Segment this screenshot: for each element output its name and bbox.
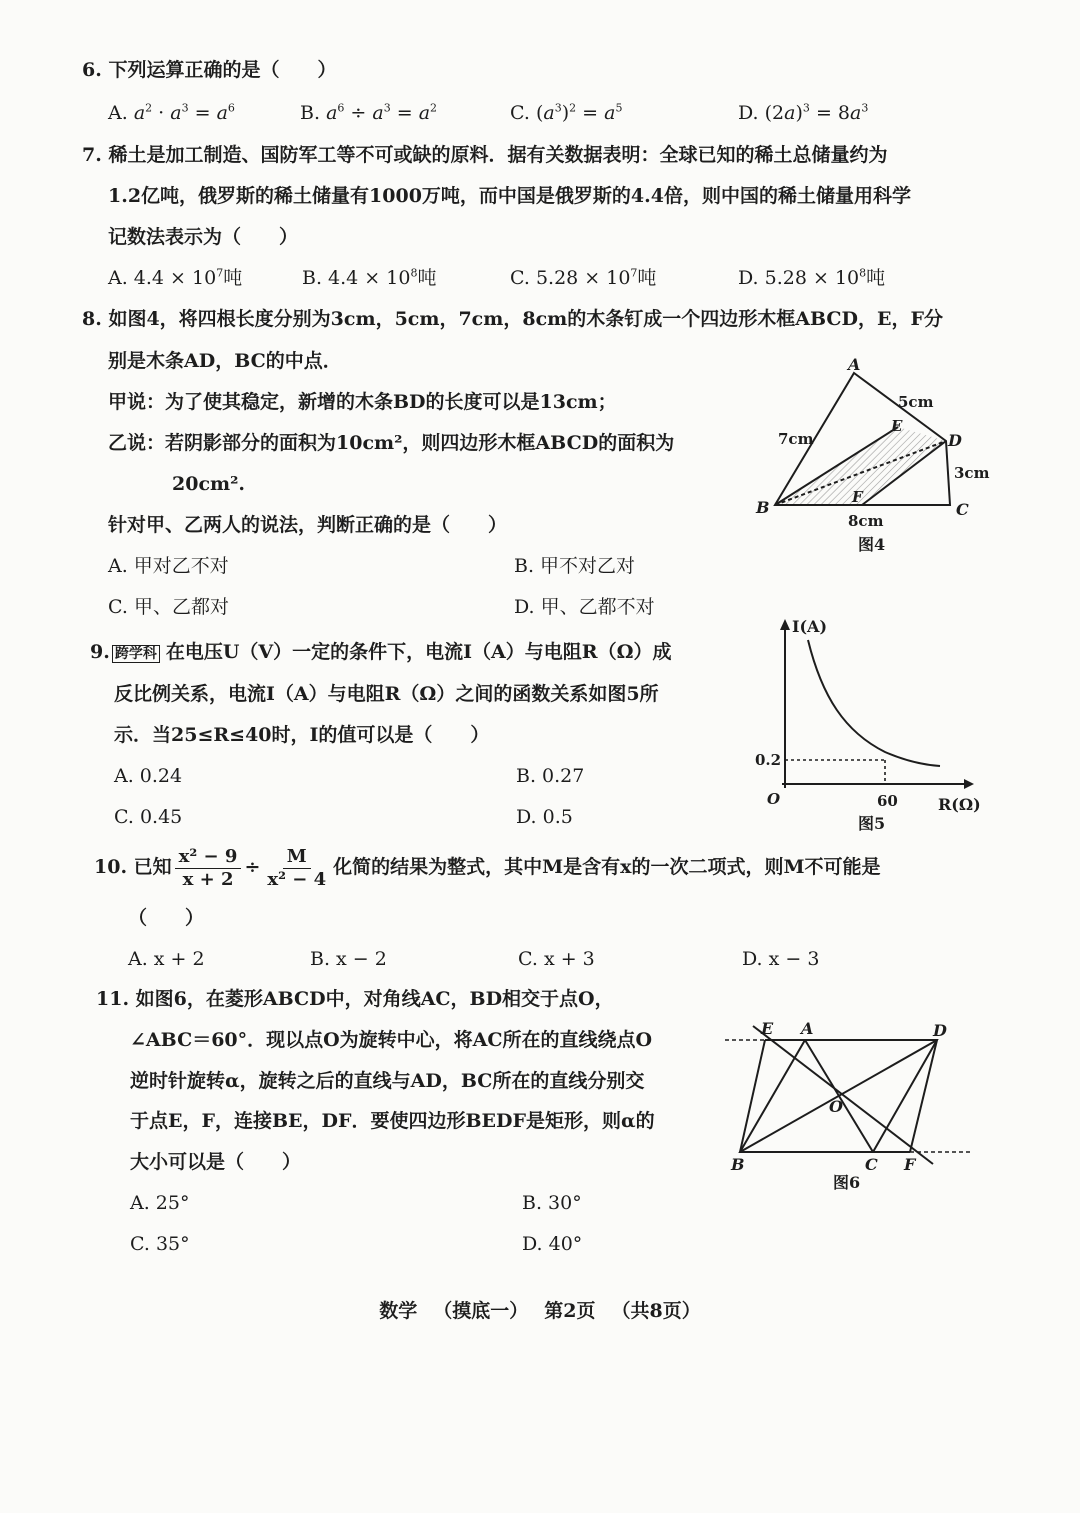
q11-option-c: C. 35° xyxy=(130,1233,190,1255)
q11-option-a: A. 25° xyxy=(130,1192,190,1214)
q11-line-5: 大小可以是（ ） xyxy=(130,1151,302,1173)
interdisciplinary-tag: 跨学科 xyxy=(112,645,160,663)
label-e: E xyxy=(761,1019,774,1038)
q8-option-d: D. 甲、乙都不对 xyxy=(514,596,655,618)
q9-line-3: 示．当25≤R≤40时，I的值可以是（ ） xyxy=(114,724,490,746)
label-d: D xyxy=(948,431,962,450)
q8-option-c: C. 甲、乙都对 xyxy=(108,596,229,618)
q6-option-d: D. $(2a)^3 = 8a^3$ xyxy=(738,101,869,124)
segment-be xyxy=(740,1040,765,1152)
q8-option-b: B. 甲不对乙对 xyxy=(514,555,636,577)
label-o: O xyxy=(829,1097,843,1116)
y-axis-label: I(A) xyxy=(792,617,828,636)
q7-option-c: C. $5.28 \times 10^7$吨 xyxy=(510,266,657,289)
q8-judge: 针对甲、乙两人的说法，判断正确的是（ ） xyxy=(108,514,508,536)
footer-page: 第2页 xyxy=(544,1300,596,1322)
label-a: A xyxy=(801,1019,814,1038)
q9-option-c: C. 0.45 xyxy=(114,806,183,828)
label-b: B xyxy=(731,1155,745,1174)
figure-5 xyxy=(750,612,995,837)
q10-option-d: D. x − 3 xyxy=(742,948,820,970)
q7-option-d: D. $5.28 \times 10^8$吨 xyxy=(738,266,886,289)
q10-paren: （ ） xyxy=(128,907,205,929)
figure-6-caption: 图6 xyxy=(833,1173,861,1192)
label-e: E xyxy=(891,417,903,435)
label-f: F xyxy=(904,1155,916,1174)
x-tick-label: 60 xyxy=(877,792,898,810)
q10-line-1: 10. 已知 $\frac{\text{x² − 9}}{x + 2}$ ÷ $\frac{M}{\text{x² − 4}}$ 化简的结果为整式，其中M是含有x的一次二项式，则M不可能是 xyxy=(94,845,881,890)
figure-4 xyxy=(748,358,998,558)
segment-df xyxy=(910,1040,937,1152)
q9-line-2: 反比例关系，电流I（A）与电阻R（Ω）之间的函数关系如图5所 xyxy=(114,683,659,705)
footer-total: （共8页） xyxy=(611,1300,701,1322)
figure-4-caption: 图4 xyxy=(858,535,886,554)
inverse-curve xyxy=(808,640,940,766)
diagonal-bd xyxy=(740,1040,937,1152)
q7-line-3: 记数法表示为（ ） xyxy=(108,226,299,248)
label-c: C xyxy=(956,500,969,519)
q6-option-a: A. $a^2 \cdot a^3 = a^6$ xyxy=(108,101,235,124)
length-ab: 7cm xyxy=(778,430,814,448)
q10-option-b: B. x − 2 xyxy=(310,948,387,970)
y-axis-arrow xyxy=(780,619,790,630)
q8-line-1: 8. 如图4，将四根长度分别为3cm，5cm，7cm，8cm的木条钉成一个四边形木框ABCD，E，F分 xyxy=(82,308,943,330)
label-d: D xyxy=(933,1021,947,1040)
footer-subject: 数学 xyxy=(379,1300,418,1322)
q6-option-c: C. $(a^3)^2 = a^5$ xyxy=(510,101,623,124)
x-axis-label: R(Ω) xyxy=(938,795,981,814)
label-c: C xyxy=(865,1155,878,1174)
q7-option-a: A. $4.4 \times 10^7$吨 xyxy=(108,266,243,289)
page-footer xyxy=(0,1296,1080,1323)
q11-line-1: 11. 如图6，在菱形ABCD中，对角线AC，BD相交于点O， xyxy=(96,988,614,1010)
label-f: F xyxy=(852,488,863,506)
q7-line-2: 1.2亿吨，俄罗斯的稀土储量有1000万吨，而中国是俄罗斯的4.4倍，则中国的稀土储量用科学 xyxy=(108,185,911,207)
figure-6 xyxy=(715,1012,980,1197)
origin-label: O xyxy=(767,790,781,808)
q8-line-2: 别是木条AD，BC的中点． xyxy=(108,350,342,372)
q11-option-d: D. 40° xyxy=(522,1233,583,1255)
q9-option-a: A. 0.24 xyxy=(114,765,183,787)
q6-option-b: B. $a^6 \div a^3 = a^2$ xyxy=(300,101,438,124)
q11-option-b: B. 30° xyxy=(522,1192,582,1214)
q10-option-c: C. x + 3 xyxy=(518,948,595,970)
q9-option-d: D. 0.5 xyxy=(516,806,573,828)
q8-yi-statement: 乙说：若阴影部分的面积为10cm²，则四边形木框ABCD的面积为 xyxy=(108,432,675,454)
q9-line-1: 9. 跨学科 在电压U（V）一定的条件下，电流I（A）与电阻R（Ω）成 xyxy=(90,641,672,663)
q7-line-1: 7. 稀土是加工制造、国防军工等不可或缺的原料．据有关数据表明：全球已知的稀土总储量约为 xyxy=(82,144,888,166)
figure-5-caption: 图5 xyxy=(858,814,886,833)
q8-jia-statement: 甲说：为了使其稳定，新增的木条BD的长度可以是13cm； xyxy=(108,391,617,413)
label-a: A xyxy=(848,358,861,374)
x-axis-arrow xyxy=(964,779,974,789)
q9-option-b: B. 0.27 xyxy=(516,765,585,787)
length-ad: 5cm xyxy=(898,393,934,411)
q8-option-a: A. 甲对乙不对 xyxy=(108,555,229,577)
q11-line-2: ∠ABC＝60°．现以点O为旋转中心，将AC所在的直线绕点O xyxy=(130,1029,653,1051)
q10-option-a: A. x + 2 xyxy=(128,948,205,970)
y-tick-label: 0.2 xyxy=(755,751,782,769)
q6-stem: 6. 下列运算正确的是（ ） xyxy=(82,59,337,81)
footer-exam: （摸底一） xyxy=(433,1300,529,1322)
length-dc: 3cm xyxy=(954,464,990,482)
label-b: B xyxy=(756,498,770,517)
fraction-2: $\frac{M}{\text{x² − 4}}$ xyxy=(267,845,327,890)
q7-option-b: B. $4.4 \times 10^8$吨 xyxy=(302,266,437,289)
q11-line-4: 于点E，F，连接BE，DF．要使四边形BEDF是矩形，则α的 xyxy=(130,1110,655,1132)
fraction-1: $\frac{\text{x² − 9}}{x + 2}$ xyxy=(175,846,242,891)
q8-yi-statement-cont: 20cm². xyxy=(172,473,246,495)
q11-line-3: 逆时针旋转α，旋转之后的直线与AD，BC所在的直线分别交 xyxy=(130,1070,645,1092)
length-bc: 8cm xyxy=(848,512,884,530)
